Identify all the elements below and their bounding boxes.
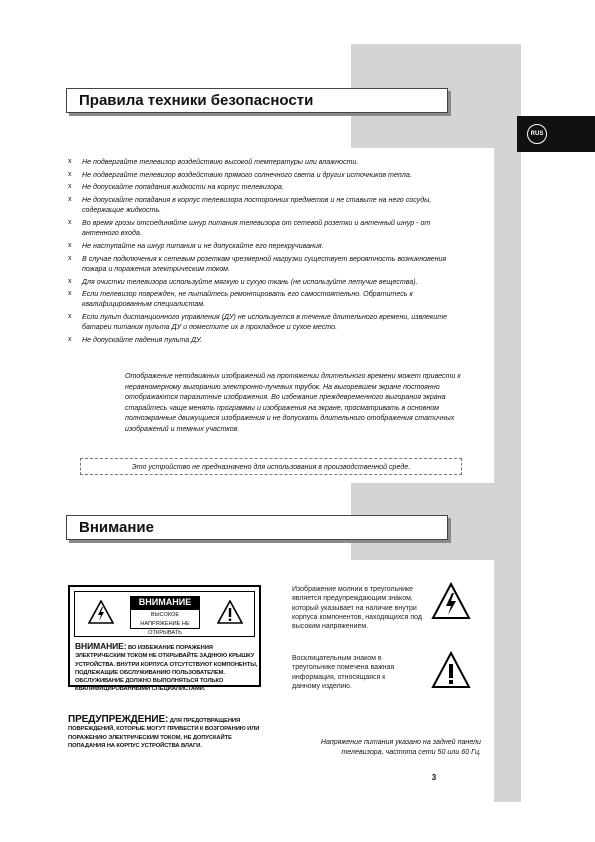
warning-label-header — [74, 591, 255, 637]
list-item — [68, 157, 468, 167]
caution-text — [68, 716, 268, 751]
safety-rules-list — [68, 157, 468, 348]
industrial-use-text: Это устройство не предназначено для использования в производственной среде. — [131, 462, 411, 471]
list-item — [68, 218, 468, 238]
screen-burn-note: Отображение неподвижных изображений на протяжении длительного времени может привести к неравномерному выгоранию электронно-лучевых трубок. На выгоревшем экране постоянно отображаются паразитные изображения. Во избежание преждевременного выгорания экрана старайтесь чаще менять программы и изображения на экране, просматривать в основном полноэкранные движущиеся изображения и не допускать длительного отображения статичных изображений и темных участков. — [125, 372, 461, 433]
rule-text: Для очистки телевизора используйте мягкую и сухую ткань (не используйте летучие вещества). — [82, 277, 418, 286]
language-badge: RUS — [527, 124, 547, 144]
bullet-mark: x — [68, 158, 72, 165]
bullet-mark: x — [68, 336, 72, 344]
bullet-mark: x — [68, 183, 72, 191]
warning-body: ВО ИЗБЕЖАНИЕ ПОРАЖЕНИЯ ЭЛЕКТРИЧЕСКИМ ТОКОМ НЕ ОТКРЫВАЙТЕ ЗАДНЮЮ КРЫШКУ УСТРОЙСТВА. ВНУТРИ КОРПУСА ОТСУТСТВУЮТ КОМПОНЕНТЫ, ПОДЛЕЖАЩИЕ ОБСЛУЖИВАНИЮ ПОЛЬЗОВАТЕЛЕМ. ОБСЛУЖИВАНИЕ ДОЛЖНО ВЫПОЛНЯТЬСЯ ТОЛЬКО КВАЛИФИЦИРОВАННЫМИ СПЕЦИАЛИСТАМИ. — [75, 645, 258, 693]
power-supply-note: Напряжение питания указано на задней панели телевизора, частота сети 50 или 60 Гц. — [320, 738, 481, 757]
caution-body: ДЛЯ ПРЕДОТВРАЩЕНИЯ ПОВРЕЖДЕНИЙ, КОТОРЫЕ МОГУТ ПРИВЕСТИ К ВОЗГОРАНИЮ ИЛИ ПОРАЖЕНИЮ ЭЛЕКТРИЧЕСКИМ ТОКОМ, НЕ ДОПУСКАЙТЕ ПОПАДАНИЯ НА КОРПУС УСТРОЙСТВА ВЛАГИ. — [68, 718, 260, 750]
lightning-symbol-description: Изображение молнии в треугольнике является предупреждающим знаком, который указывает на наличие внутри корпуса компонентов, находящихся под высоким напряжением. — [292, 586, 422, 631]
bullet-mark: x — [68, 219, 72, 227]
lightning-triangle-icon — [88, 600, 114, 624]
rule-text: Не допускайте попадания жидкости на корпус телевизора. — [82, 183, 284, 192]
warning-label — [68, 585, 261, 693]
bullet-mark: x — [68, 277, 72, 285]
exclamation-triangle-icon — [431, 651, 471, 689]
rule-text: Во время грозы отсоединяйте шнур питания телевизора от сетевой розетки и антенный шнур - от антенного входа. — [82, 219, 431, 238]
list-item — [68, 335, 468, 345]
list-item — [68, 195, 468, 215]
page-number: 3 — [431, 773, 437, 782]
list-item — [68, 312, 468, 332]
rule-text: Не наступайте на шнур питания и не допускайте его перекручивания. — [82, 241, 324, 250]
lightning-triangle-icon — [431, 582, 471, 620]
bullet-mark: x — [68, 241, 72, 249]
industrial-use-note — [80, 458, 462, 475]
list-item — [68, 254, 468, 274]
list-item — [68, 241, 468, 251]
list-item — [68, 277, 468, 287]
list-item — [68, 289, 468, 309]
bullet-mark: x — [68, 254, 72, 262]
list-item — [68, 182, 468, 192]
attention-heading: Внимание — [66, 515, 448, 540]
rule-text: Если пульт дистанционного управления (ДУ) не используется в течение длительного времени, извлеките батареи питания пульта ДУ и поместите их в прохладное и сухое место. — [82, 313, 448, 332]
exclamation-symbol-description: Восклицательным знаком в треугольнике помечена важная информация, относящаяся к данному изделию. — [292, 655, 395, 690]
rule-text: Если телевизор поврежден, не пытайтесь ремонтировать его самостоятельно. Обратитесь к квалифицированным специалистам. — [82, 290, 413, 309]
rule-text: Не подвергайте телевизор воздействию прямого солнечного света и других источников тепла. — [82, 170, 412, 179]
list-item — [68, 170, 468, 180]
bullet-mark: x — [68, 170, 72, 178]
bullet-mark: x — [68, 313, 72, 321]
warning-sign-subtitle: ВЫСОКОЕ НАПРЯЖЕНИЕ НЕ ОТКРЫВАТЬ — [130, 609, 200, 629]
language-tab — [517, 116, 595, 152]
warning-sign — [130, 596, 200, 636]
rule-text: Не допускайте падения пульта ДУ. — [82, 336, 203, 345]
rule-text: Не допускайте попадания в корпус телевизора посторонних предметов и не ставьте на него сосуды, содержащие жидкость. — [82, 196, 432, 215]
bullet-mark: x — [68, 290, 72, 298]
exclamation-triangle-icon — [217, 600, 243, 624]
bullet-mark: x — [68, 196, 72, 204]
rule-text: В случае подключения к сетевым розеткам чрезмерной нагрузки существует вероятность возникновения пожара и поражения электрическим током. — [82, 254, 447, 273]
page-number-marker — [419, 764, 449, 788]
warning-text — [75, 642, 260, 694]
safety-heading: Правила техники безопасности — [66, 88, 448, 113]
warning-sign-title: ВНИМАНИЕ — [130, 596, 200, 609]
warning-lead: ВНИМАНИЕ: — [75, 641, 127, 651]
caution-lead: ПРЕДУПРЕЖДЕНИЕ: — [68, 714, 169, 725]
rule-text: Не подвергайте телевизор воздействию высокой температуры или влажности. — [82, 158, 359, 166]
